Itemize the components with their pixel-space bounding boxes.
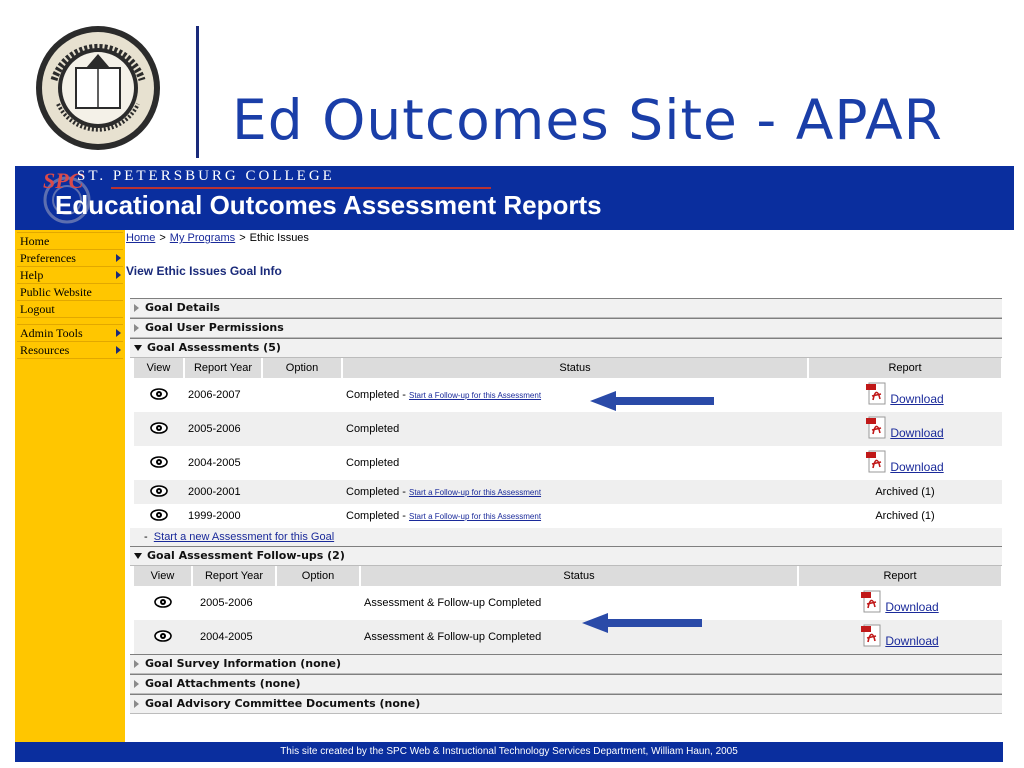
section-goal-permissions[interactable]	[130, 318, 1002, 338]
column-header-view: View	[134, 358, 184, 378]
followups-table	[134, 566, 1003, 654]
section-title: Goal User Permissions	[145, 321, 284, 334]
view-cell	[134, 446, 184, 480]
start-followup-link[interactable]: Start a Follow-up for this Assessment	[408, 512, 542, 521]
download-link[interactable]: Download	[890, 391, 944, 406]
report-year: 2004-2005	[192, 620, 276, 654]
section-title: Goal Assessment Follow-ups (2)	[147, 549, 345, 562]
table-row	[134, 586, 1002, 620]
assessments-table	[134, 358, 1003, 528]
nav-item-home[interactable]	[17, 232, 123, 250]
download-link[interactable]: Download	[885, 633, 939, 648]
nav-item-logout[interactable]	[17, 301, 123, 318]
college-seal-logo	[18, 24, 178, 152]
download-group	[866, 450, 943, 474]
view-cell	[134, 586, 192, 620]
report-year: 1999-2000	[188, 510, 241, 522]
nav-item-label: Resources	[20, 343, 70, 357]
breadcrumb-home-link[interactable]: Home	[126, 232, 156, 244]
section-title: Goal Details	[145, 301, 220, 314]
download-link[interactable]: Download	[890, 425, 944, 440]
table-header-row	[134, 358, 1002, 378]
column-header-report: Report	[798, 566, 1002, 586]
breadcrumb-separator: >	[239, 232, 246, 244]
nav-group-tools	[17, 324, 123, 359]
banner-title: Educational Outcomes Assessment Reports	[55, 190, 602, 220]
start-followup-link[interactable]: Start a Follow-up for this Assessment	[408, 391, 542, 400]
status-text: Completed -	[346, 486, 409, 498]
nav-item-label: Public Website	[20, 285, 92, 299]
nav-item-label: Admin Tools	[20, 326, 83, 340]
banner-divider-line	[111, 187, 491, 189]
view-cell	[134, 620, 192, 654]
status-cell	[342, 378, 808, 412]
status-text: Assessment & Follow-up Completed	[364, 597, 542, 609]
download-group	[866, 416, 943, 440]
nav-group-main	[17, 232, 123, 318]
main-content	[126, 230, 1003, 714]
page-heading: View Ethic Issues Goal Info	[126, 264, 282, 278]
goal-panel	[130, 298, 1002, 714]
submenu-arrow-icon	[116, 254, 121, 262]
report-cell	[808, 480, 1002, 504]
nav-item-help[interactable]	[17, 267, 123, 284]
view-cell	[134, 378, 184, 412]
download-link[interactable]: Download	[885, 599, 939, 614]
section-goal-details[interactable]	[130, 298, 1002, 318]
nav-item-preferences[interactable]	[17, 250, 123, 267]
column-header-option: Option	[276, 566, 360, 586]
breadcrumb-separator: >	[159, 232, 166, 244]
view-cell	[134, 480, 184, 504]
archived-label: Archived (1)	[875, 486, 935, 498]
download-link[interactable]: Download	[890, 459, 944, 474]
table-row	[134, 620, 1002, 654]
table-row	[134, 504, 1002, 528]
section-goal-followups[interactable]	[130, 546, 1002, 566]
section-title: Goal Attachments (none)	[145, 677, 301, 690]
nav-item-label: Logout	[20, 302, 55, 316]
download-group	[861, 624, 938, 648]
callout-arrow-icon	[590, 391, 714, 411]
banner-college-name: ST. PETERSBURG COLLEGE	[77, 168, 335, 184]
new-assessment-prefix: -	[144, 531, 148, 543]
status-text: Completed -	[346, 510, 409, 522]
expand-arrow-icon	[134, 680, 139, 688]
submenu-arrow-icon	[116, 271, 121, 279]
view-cell	[134, 504, 184, 528]
nav-item-admin-tools[interactable]	[17, 324, 123, 342]
section-title: Goal Advisory Committee Documents (none)	[145, 697, 421, 710]
status-cell	[342, 504, 808, 528]
option-cell	[262, 504, 342, 528]
site-banner	[15, 166, 1014, 230]
option-cell	[262, 480, 342, 504]
status-text: Completed	[346, 423, 400, 435]
view-eye-icon[interactable]	[150, 485, 168, 497]
breadcrumb-current: Ethic Issues	[249, 232, 309, 244]
view-eye-icon[interactable]	[150, 456, 168, 468]
table-row	[134, 446, 1002, 480]
report-year: 2005-2006	[184, 412, 262, 446]
option-cell	[262, 412, 342, 446]
nav-item-resources[interactable]	[17, 342, 123, 359]
pdf-icon[interactable]	[861, 624, 883, 648]
status-text: Completed	[346, 457, 400, 469]
callout-arrow-icon	[582, 613, 702, 633]
breadcrumb	[126, 232, 1003, 246]
report-cell	[798, 586, 1002, 620]
view-cell	[134, 412, 184, 446]
option-cell	[262, 378, 342, 412]
collapse-arrow-icon	[134, 345, 142, 351]
status-text: Assessment & Follow-up Completed	[364, 631, 542, 643]
column-header-option: Option	[262, 358, 342, 378]
nav-item-label: Home	[20, 234, 50, 248]
site-footer: This site created by the SPC Web & Instructional Technology Services Department, William Haun, 2005	[15, 742, 1003, 762]
download-group	[866, 382, 943, 406]
start-new-assessment-link[interactable]: Start a new Assessment for this Goal	[153, 531, 335, 543]
section-goal-assessments[interactable]	[130, 338, 1002, 358]
pdf-icon[interactable]	[866, 416, 888, 440]
column-header-year: Report Year	[184, 358, 262, 378]
report-cell	[808, 412, 1002, 446]
view-eye-icon[interactable]	[150, 388, 168, 400]
collapse-arrow-icon	[134, 553, 142, 559]
nav-item-label: Help	[20, 268, 44, 282]
expand-arrow-icon	[134, 304, 139, 312]
submenu-arrow-icon	[116, 329, 121, 337]
download-group	[861, 590, 938, 614]
report-year: 2000-2001	[184, 480, 262, 504]
archived-label: Archived (1)	[875, 510, 935, 522]
new-assessment-row	[130, 528, 1002, 546]
option-cell	[276, 586, 360, 620]
report-year: 2004-2005	[188, 457, 241, 469]
section-goal-attachments[interactable]	[130, 674, 1002, 694]
status-text: Completed -	[346, 389, 409, 401]
status-cell	[360, 586, 798, 620]
section-goal-advisory[interactable]	[130, 694, 1002, 714]
section-title: Goal Survey Information (none)	[145, 657, 341, 670]
breadcrumb-programs-link[interactable]: My Programs	[169, 232, 236, 244]
report-cell	[808, 378, 1002, 412]
report-cell	[808, 446, 1002, 480]
expand-arrow-icon	[134, 700, 139, 708]
status-cell	[342, 446, 808, 480]
svg-text:SPC: SPC	[43, 168, 84, 193]
section-title: Goal Assessments (5)	[147, 341, 281, 354]
report-cell	[808, 504, 1002, 528]
status-cell	[342, 412, 808, 446]
pdf-icon[interactable]	[866, 450, 888, 474]
nav-item-label: Preferences	[20, 251, 76, 265]
expand-arrow-icon	[134, 660, 139, 668]
table-row	[134, 480, 1002, 504]
table-row	[134, 378, 1002, 412]
column-header-view: View	[134, 566, 192, 586]
start-followup-link[interactable]: Start a Follow-up for this Assessment	[408, 488, 542, 497]
table-header-row	[134, 566, 1002, 586]
view-eye-icon[interactable]	[150, 422, 168, 434]
column-header-report: Report	[808, 358, 1002, 378]
pdf-icon[interactable]	[866, 382, 888, 406]
left-nav	[15, 230, 125, 742]
column-header-status: Status	[360, 566, 798, 586]
title-divider	[196, 26, 199, 158]
column-header-status: Status	[342, 358, 808, 378]
column-header-year: Report Year	[192, 566, 276, 586]
report-year: 2005-2006	[200, 597, 253, 609]
option-cell	[262, 446, 342, 480]
view-eye-icon[interactable]	[150, 509, 168, 521]
nav-item-public-website[interactable]	[17, 284, 123, 301]
pdf-icon[interactable]	[861, 590, 883, 614]
status-cell	[342, 480, 808, 504]
report-cell	[798, 620, 1002, 654]
submenu-arrow-icon	[116, 346, 121, 354]
section-goal-survey[interactable]	[130, 654, 1002, 674]
status-cell	[360, 620, 798, 654]
report-year: 2006-2007	[188, 389, 241, 401]
slide-title: Ed Outcomes Site - APAR	[232, 88, 943, 152]
expand-arrow-icon	[134, 324, 139, 332]
table-row	[134, 412, 1002, 446]
view-eye-icon[interactable]	[154, 630, 172, 642]
option-cell	[276, 620, 360, 654]
view-eye-icon[interactable]	[154, 596, 172, 608]
